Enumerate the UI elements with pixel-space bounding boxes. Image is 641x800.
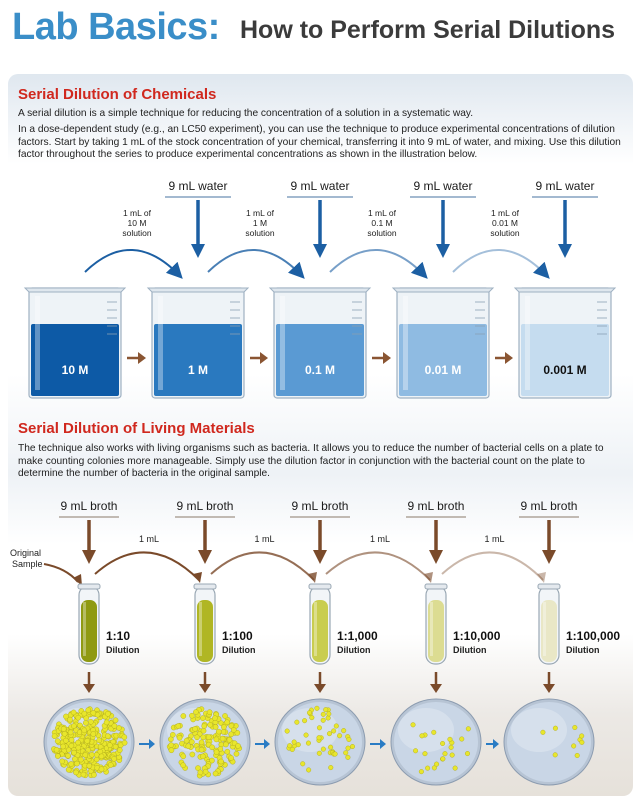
colony [306,741,311,746]
transfer-label: 1 mL of [490,208,520,218]
colony [228,755,233,760]
transfer-arrowhead [193,572,202,583]
transfer-label: 0.1 M [371,218,393,228]
colony [440,741,445,746]
colony [419,769,424,774]
transfer-arrowhead [308,572,317,583]
transfer-arc [208,250,302,276]
beaker [25,288,125,398]
plate-arrow-head [83,684,95,693]
colony [105,733,110,738]
colony [169,743,174,748]
tube-highlight [83,602,86,656]
colony [189,713,194,718]
colony [333,752,338,757]
colony [222,713,227,718]
colony [97,738,102,743]
transfer-arc [326,552,430,580]
dish-step-arrowhead [380,739,386,749]
colony [285,729,290,734]
living-body: The technique also works with living organisms such as bacteria. It allows you to reduce the number of bacterial cells on a plate to make counting colonies more manageable. Simply use the dilution factor in conjunction with the bacterial count on the plate to determine the number of bacteria in the original sample. [18,443,604,480]
chemical-dilution-diagram [0,170,641,410]
colony [94,752,99,757]
colony [292,740,297,745]
colony [214,737,219,742]
colony [75,740,80,745]
beaker-step-arrowhead [505,352,513,364]
colony [67,717,72,722]
colony [78,757,83,762]
title-sub: How to Perform Serial Dilutions [240,16,616,44]
broth-label: 9 mL broth [176,499,234,513]
beaker-step-arrowhead [383,352,391,364]
colony [169,748,174,753]
beaker-concentration: 1 M [187,363,209,377]
colony [76,745,81,750]
beaker-concentration: 0.1 M [304,363,336,377]
colony [91,731,96,736]
colony [212,716,217,721]
colony [60,744,65,749]
colony [411,722,416,727]
colony [450,753,455,758]
colony [55,753,60,758]
colony [69,737,74,742]
transfer-ml-label: 1 mL [484,534,505,544]
colony [61,726,66,731]
colony [553,726,558,731]
colony [89,752,94,757]
dilution-word: Dilution [453,645,487,655]
colony [122,740,127,745]
dish-step-arrowhead [264,739,270,749]
colony [326,716,331,721]
colony [190,752,195,757]
colony [307,710,312,715]
broth-label: 9 mL broth [520,499,578,513]
transfer-arc [330,250,425,276]
colony [105,711,110,716]
dilution-word: Dilution [222,645,256,655]
colony [234,751,239,756]
transfer-label: 0.01 M [492,218,518,228]
transfer-ml-label: 1 mL [254,534,275,544]
colony [206,735,211,740]
colony [177,735,182,740]
colony [571,744,576,749]
broth-arrow-head [429,550,443,564]
colony [83,752,88,757]
plate-arrow-head [430,684,442,693]
water-label: 9 mL water [168,179,228,193]
test-tube [538,584,560,664]
transfer-arrowhead [424,572,433,583]
colony [83,720,88,725]
colony [112,756,117,761]
title-main: Lab Basics: [12,6,220,48]
colony [431,730,436,735]
colony [107,743,112,748]
dish-shine [511,708,567,752]
tube-rim [538,584,560,589]
dish-step-arrowhead [149,739,155,749]
transfer-label: solution [245,228,275,238]
colony [304,733,309,738]
broth-arrow-head [198,550,212,564]
colony [199,740,204,745]
transfer-label: 1 mL of [122,208,152,218]
colony [347,737,352,742]
beaker [148,288,248,398]
beaker [515,288,615,398]
colony [420,734,425,739]
colony [346,746,351,751]
plate-arrow-head [543,684,555,693]
colony [69,761,74,766]
beaker-concentration: 0.001 M [543,363,587,377]
colony [193,709,198,714]
test-tube [194,584,216,664]
water-label: 9 mL water [290,179,350,193]
colony [328,745,333,750]
transfer-ml-label: 1 mL [369,534,391,544]
tube-highlight [543,602,546,656]
broth-arrow-head [82,550,96,564]
tube-highlight [314,602,317,656]
broth-label: 9 mL broth [407,499,465,513]
dilution-word: Dilution [566,645,600,655]
beaker-liquid [31,324,119,396]
colony [201,735,206,740]
colony [213,724,218,729]
dish-shine [398,708,454,752]
tube-rim [78,584,100,589]
tube-rim [425,584,447,589]
colony [91,772,96,777]
colony [62,731,67,736]
living-heading: Serial Dilution of Living Materials [18,420,255,437]
colony [73,770,78,775]
colony [343,751,348,756]
origin-label: Sample [12,559,43,569]
colony [203,769,208,774]
chemicals-heading: Serial Dilution of Chemicals [18,86,217,103]
beaker-lip [25,288,125,292]
water-arrow-head [191,244,205,258]
colony [87,763,92,768]
beaker-highlight [158,296,163,390]
colony [192,726,197,731]
colony [181,754,186,759]
transfer-arc [95,552,199,580]
transfer-arc [211,552,314,580]
colony [328,765,333,770]
colony [189,739,194,744]
colony [302,718,307,723]
colony [465,751,470,756]
colony [321,747,326,752]
colony [221,724,226,729]
colony [208,722,213,727]
petri-dish [391,699,481,785]
colony [71,723,76,728]
colony [317,751,322,756]
colony [186,744,191,749]
water-label: 9 mL water [535,179,595,193]
beaker-step-arrowhead [138,352,146,364]
colony [295,720,300,725]
tube-highlight [199,602,202,656]
colony [331,729,336,734]
beaker-liquid [399,324,487,396]
colony [54,747,59,752]
colony [459,737,464,742]
plate-arrow-head [314,684,326,693]
colony [216,729,221,734]
colony [227,737,232,742]
transfer-label: solution [122,228,152,238]
water-label: 9 mL water [413,179,473,193]
dilution-word: Dilution [337,645,371,655]
colony [306,768,311,773]
living-dilution-diagram [0,490,641,795]
colony [453,766,458,771]
colony [321,718,326,723]
colony [71,710,76,715]
transfer-label: 1 mL of [367,208,397,218]
title-bar [0,0,641,68]
broth-arrow-head [542,550,556,564]
broth-label: 9 mL broth [60,499,118,513]
colony [112,723,117,728]
colony [434,762,439,767]
colony [317,725,322,730]
colony [231,727,236,732]
colony [104,720,109,725]
transfer-ml-label: 1 mL [138,534,160,544]
colony [68,730,73,735]
colony [553,753,558,758]
dilution-ratio: 1:10,000 [453,629,501,643]
colony [198,770,203,775]
beaker-lip [270,288,370,292]
colony [184,738,189,743]
colony [321,712,326,717]
beaker-concentration: 0.01 M [424,363,462,377]
water-arrow-head [436,244,450,258]
colony [63,738,68,743]
beaker-concentration: 10 M [61,363,89,377]
colony [441,757,446,762]
colony [214,750,219,755]
transfer-label: 1 mL of [245,208,275,218]
beaker-highlight [280,296,285,390]
colony [108,762,113,767]
colony [85,738,90,743]
beaker-liquid [276,324,364,396]
beaker-highlight [35,296,40,390]
colony [199,747,204,752]
colony [65,753,70,758]
test-tube [309,584,331,664]
colony [341,728,346,733]
petri-dish [504,699,594,785]
chemicals-body: In a dose-dependent study (e.g., an LC50 experiment), you can use the technique to produce experimental concentrations of dilution factors. Start by taking 1 mL of the stock concentration of your chemical, transferring it into 9 mL of water, and mixing. Use this dilution factor throughout the series to produce experimental concentrations as shown in the illustration below. [18,124,621,161]
colony [60,759,65,764]
colony [220,736,225,741]
colony [296,742,301,747]
petri-dish [160,699,250,785]
chemicals-intro: A serial dilution is a simple technique for reducing the concentration of a solution in a systematic way. [18,108,474,119]
colony [290,747,295,752]
colony [443,751,448,756]
colony [170,732,175,737]
colony [122,735,127,740]
colony [423,751,428,756]
colony [52,734,57,739]
colony [235,743,240,748]
beaker [393,288,493,398]
beaker-highlight [403,296,408,390]
colony [573,725,578,730]
dilution-ratio: 1:100,000 [566,629,621,643]
dish-step-arrowhead [493,739,499,749]
colony [327,731,332,736]
colony [207,710,212,715]
colony [225,749,230,754]
colony [315,706,320,711]
colony [448,737,453,742]
beaker-lip [148,288,248,292]
colony [221,729,226,734]
colony [71,750,76,755]
colony [91,710,96,715]
petri-dish [44,699,134,785]
transfer-arrowhead [537,572,546,583]
colony [88,719,93,724]
colony [323,707,328,712]
transfer-arc [85,250,180,276]
plate-arrow-head [199,684,211,693]
colony [99,754,104,759]
transfer-label: solution [367,228,397,238]
colony [72,756,77,761]
test-tube [425,584,447,664]
colony [580,740,585,745]
colony [350,744,355,749]
colony [82,711,87,716]
tube-highlight [430,602,433,656]
tube-rim [309,584,331,589]
colony [200,754,205,759]
dilution-word: Dilution [106,645,140,655]
colony [76,715,81,720]
transfer-label: 1 M [252,218,268,228]
colony [346,755,351,760]
colony [117,748,122,753]
transfer-label: solution [490,228,520,238]
colony [181,713,186,718]
beaker-liquid [521,324,609,396]
colony [541,730,546,735]
colony [194,735,199,740]
colony [113,718,118,723]
colony [579,734,584,739]
broth-label: 9 mL broth [291,499,349,513]
beaker-liquid [154,324,242,396]
colony [113,744,118,749]
transfer-arc [442,552,543,580]
water-arrow-head [313,244,327,258]
tube-rim [194,584,216,589]
dilution-ratio: 1:1,000 [337,629,378,643]
origin-label: Original [10,548,42,558]
beaker-lip [515,288,615,292]
colony [449,745,454,750]
transfer-label: 10 M [127,218,147,228]
colony [337,733,342,738]
colony [82,728,87,733]
colony [300,761,305,766]
dilution-ratio: 1:100 [222,629,253,643]
colony [202,723,207,728]
colony [213,771,218,776]
colony [334,724,339,729]
colony [317,735,322,740]
dilution-ratio: 1:10 [106,629,131,643]
beaker-highlight [525,296,530,390]
colony [425,766,430,771]
colony [218,759,223,764]
colony [466,727,471,732]
colony [81,772,86,777]
colony [413,748,418,753]
colony [55,738,60,743]
colony [326,712,331,717]
colony [200,715,205,720]
colony [181,763,186,768]
water-arrow-head [558,244,572,258]
broth-arrow-head [313,550,327,564]
colony [201,728,206,733]
beaker-lip [393,288,493,292]
petri-dish [275,699,365,785]
transfer-arc [453,250,547,276]
origin-arrow [44,564,78,582]
beaker [270,288,370,398]
colony [575,753,580,758]
colony [176,723,181,728]
colony [99,767,104,772]
beaker-step-arrowhead [260,352,268,364]
test-tube [78,584,100,664]
colony [225,720,230,725]
colony [223,742,228,747]
